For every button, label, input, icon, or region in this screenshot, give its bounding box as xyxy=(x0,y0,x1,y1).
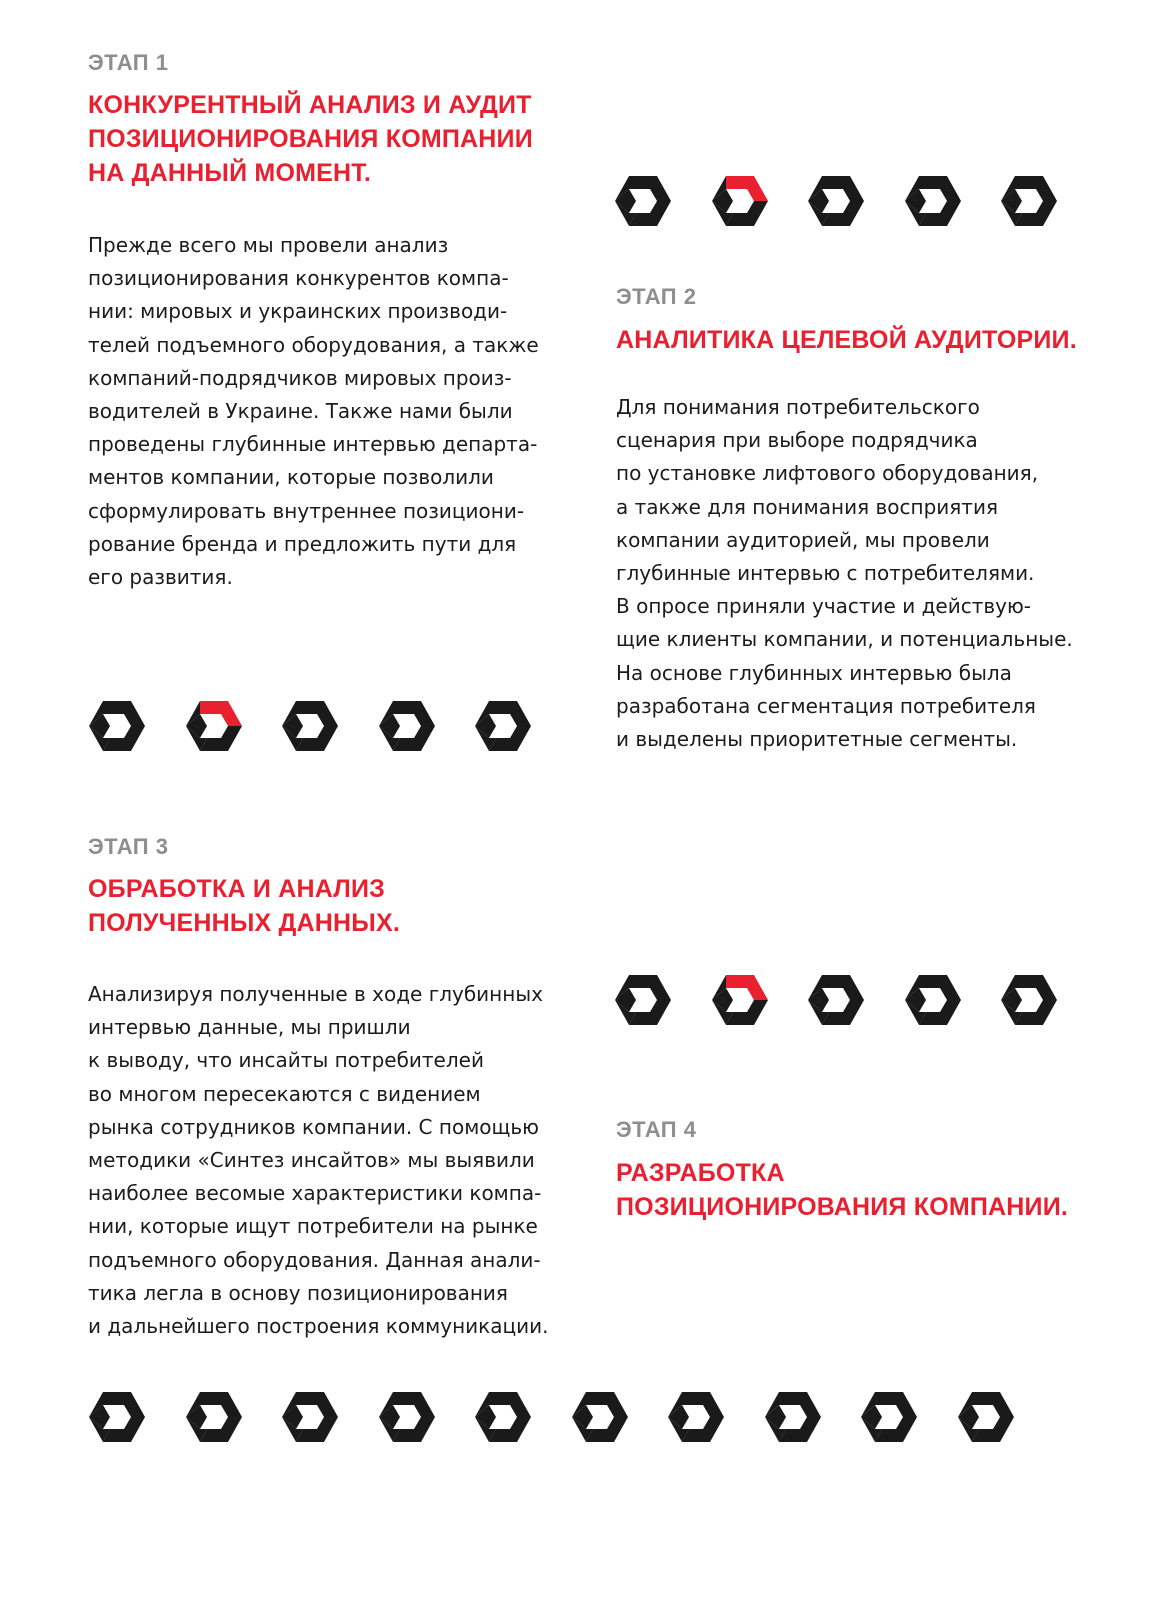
body-line: наиболее весомые характеристики компа- xyxy=(88,1181,542,1206)
stage-title xyxy=(616,323,1077,357)
body-line: компаний-подрядчиков мировых произ- xyxy=(88,365,512,390)
body-line: проведены глубинные интервью департа- xyxy=(88,432,538,457)
hexagon-logo-icon xyxy=(1001,975,1057,1025)
title-line: ПОЛУЧЕННЫХ ДАННЫХ. xyxy=(88,909,400,937)
title-line: КОНКУРЕНТНЫЙ АНАЛИЗ И АУДИТ xyxy=(88,91,532,119)
icon-row-middle-right xyxy=(615,975,1057,1025)
hexagon-logo-icon xyxy=(186,701,242,751)
body-line: рынка сотрудников компании. С помощью xyxy=(88,1114,539,1139)
body-line: по установке лифтового оборудования, xyxy=(616,461,1039,486)
hexagon-logo-icon xyxy=(905,975,961,1025)
hexagon-logo-icon xyxy=(958,1392,1014,1442)
title-line: ОБРАБОТКА И АНАЛИЗ xyxy=(88,875,386,903)
body-line: сценария при выборе подрядчика xyxy=(616,428,978,453)
hexagon-logo-icon xyxy=(668,1392,724,1442)
hexagon-logo-icon xyxy=(615,176,671,226)
body-line: и выделены приоритетные сегменты. xyxy=(616,727,1018,752)
stage-label: ЭТАП 2 xyxy=(616,284,697,309)
stage-title xyxy=(88,88,533,190)
hexagon-logo-icon xyxy=(905,176,961,226)
body-line: щие клиенты компании, и потенциальные. xyxy=(616,627,1073,652)
body-line: подъемного оборудования. Данная анали- xyxy=(88,1247,541,1272)
body-line: Для понимания потребительского xyxy=(616,395,980,419)
title-line: АНАЛИТИКА ЦЕЛЕВОЙ АУДИТОРИИ. xyxy=(616,326,1077,354)
title-line: РАЗРАБОТКА xyxy=(616,1159,785,1187)
title-line: ПОЗИЦИОНИРОВАНИЯ КОМПАНИИ xyxy=(88,125,533,153)
body-line: В опросе приняли участие и действую- xyxy=(616,594,1032,619)
icon-row-top-right xyxy=(615,176,1057,226)
icon-row-middle-left xyxy=(89,701,531,751)
body-line: к выводу, что инсайты потребителей xyxy=(88,1048,484,1073)
hexagon-logo-icon xyxy=(475,701,531,751)
hexagon-logo-icon xyxy=(808,975,864,1025)
body-line: компании аудиторией, мы провели xyxy=(616,527,990,552)
body-line: а также для понимания восприятия xyxy=(616,494,998,519)
title-line: ПОЗИЦИОНИРОВАНИЯ КОМПАНИИ. xyxy=(616,1193,1069,1221)
body-line: нии: мировых и украинских производи- xyxy=(88,299,508,324)
stage-title xyxy=(88,872,400,940)
hexagon-logo-icon xyxy=(186,1392,242,1442)
body-line: методики «Синтез инсайтов» мы выявили xyxy=(88,1148,535,1173)
body-line: Анализируя полученные в ходе глубинных xyxy=(88,982,543,1006)
hexagon-logo-icon xyxy=(861,1392,917,1442)
stage-title xyxy=(616,1156,1068,1224)
hexagon-logo-icon xyxy=(808,176,864,226)
icon-row-bottom xyxy=(89,1392,1014,1442)
hexagon-logo-icon xyxy=(615,975,671,1025)
stage-body xyxy=(88,978,548,1343)
body-line: рование бренда и предложить пути для xyxy=(88,531,517,556)
hexagon-logo-icon xyxy=(712,975,768,1025)
body-line: во многом пересекаются с видением xyxy=(88,1081,481,1106)
body-line: ментов компании, которые позволили xyxy=(88,465,494,490)
body-line: тика легла в основу позиционирования xyxy=(88,1280,508,1305)
body-line: нии, которые ищут потребители на рынке xyxy=(88,1214,538,1239)
stage-label: ЭТАП 4 xyxy=(616,1117,697,1142)
hexagon-logo-icon xyxy=(282,701,338,751)
title-line: НА ДАННЫЙ МОМЕНТ. xyxy=(88,159,372,187)
hexagon-logo-icon xyxy=(89,1392,145,1442)
body-line: интервью данные, мы пришли xyxy=(88,1015,411,1040)
body-line: На основе глубинных интервью была xyxy=(616,660,1012,685)
stage-label: ЭТАП 1 xyxy=(88,50,169,75)
hexagon-logo-icon xyxy=(89,701,145,751)
hexagon-logo-icon xyxy=(572,1392,628,1442)
body-line: и дальнейшего построения коммуникации. xyxy=(88,1314,549,1339)
hexagon-logo-icon xyxy=(712,176,768,226)
hexagon-logo-icon xyxy=(1001,176,1057,226)
body-line: разработана сегментация потребителя xyxy=(616,693,1036,718)
body-line: сформулировать внутреннее позициони- xyxy=(88,498,525,523)
hexagon-logo-icon xyxy=(379,701,435,751)
body-line: телей подъемного оборудования, а также xyxy=(88,332,539,357)
hexagon-logo-icon xyxy=(282,1392,338,1442)
hexagon-logo-icon xyxy=(475,1392,531,1442)
hexagon-logo-icon xyxy=(765,1392,821,1442)
body-line: его развития. xyxy=(88,565,233,590)
stage-body xyxy=(88,229,539,594)
body-line: позиционирования конкурентов компа- xyxy=(88,266,509,291)
body-line: водителей в Украине. Также нами были xyxy=(88,399,513,424)
stage-label: ЭТАП 3 xyxy=(88,834,169,859)
body-line: Прежде всего мы провели анализ xyxy=(88,233,449,257)
stage-body xyxy=(616,391,1073,756)
body-line: глубинные интервью с потребителями. xyxy=(616,561,1035,586)
hexagon-logo-icon xyxy=(379,1392,435,1442)
